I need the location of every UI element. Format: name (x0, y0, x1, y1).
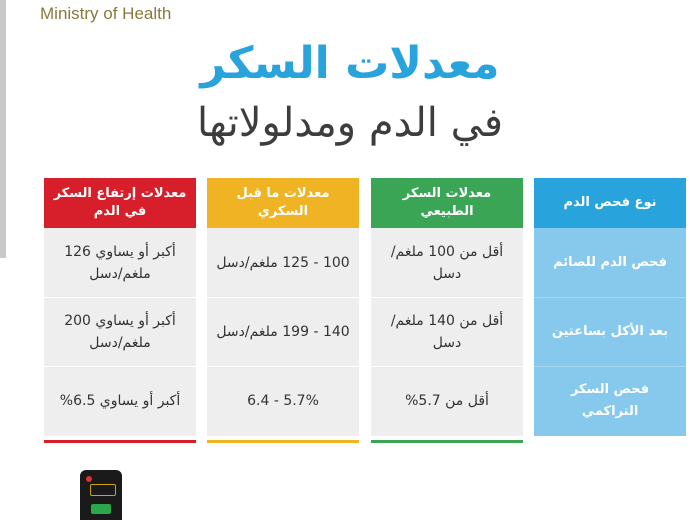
column-footer-bar-high (44, 440, 196, 443)
column-footer-bar-normal (371, 440, 523, 443)
cell-type-fasting: فحص الدم للصائم (553, 254, 667, 270)
cell-type-a1c: فحص السكر التراكمي (534, 366, 686, 435)
device-label-icon (91, 504, 111, 514)
cell-normal-a1c: أقل من 5.7% (371, 366, 523, 435)
column-header-normal: معدلات السكر الطبيعي (371, 178, 523, 228)
cell-prediabetes-a1c: 5.7% - 6.4 (207, 366, 359, 435)
column-body-high (44, 228, 196, 436)
column-header-prediabetes: معدلات ما قبل السكري (207, 178, 359, 228)
column-footer-bar-prediabetes (207, 440, 359, 443)
column-body-test-type (534, 228, 686, 436)
device-screen-icon (90, 484, 116, 496)
cell-type-after-meal: بعد الأكل بساعتين (534, 297, 686, 366)
page-subtitle: في الدم ومدلولاتها (196, 100, 504, 146)
cell-normal-after-meal: أقل من 140 ملغم/دسل (371, 297, 523, 366)
device-logo-icon (80, 470, 122, 520)
ministry-label: Ministry of Health (40, 4, 172, 23)
column-body-prediabetes (207, 228, 359, 436)
indicator-dot-icon (86, 476, 92, 482)
cell-high-fasting: أكبر أو يساوي 126 ملغم/دسل (64, 243, 176, 282)
cell-prediabetes-after-meal: 140 - 199 ملغم/دسل (207, 297, 359, 366)
cell-normal-fasting: أقل من 100 ملغم/دسل (390, 243, 504, 282)
column-high-sugar (44, 178, 196, 443)
page-title: معدلات السكر (200, 38, 500, 89)
cell-prediabetes-fasting: 100 - 125 ملغم/دسل (216, 254, 350, 271)
column-body-normal (371, 228, 523, 436)
left-edge-rule (0, 0, 6, 258)
column-header-test-type: نوع فحص الدم (534, 178, 686, 228)
cell-high-after-meal: أكبر أو يساوي 200 ملغم/دسل (44, 297, 196, 366)
column-prediabetes (207, 178, 359, 443)
cell-high-a1c: أكبر أو يساوي 6.5% (44, 366, 196, 435)
column-test-type (534, 178, 686, 443)
column-header-high: معدلات إرتفاع السكر في الدم (44, 178, 196, 228)
column-normal (371, 178, 523, 443)
